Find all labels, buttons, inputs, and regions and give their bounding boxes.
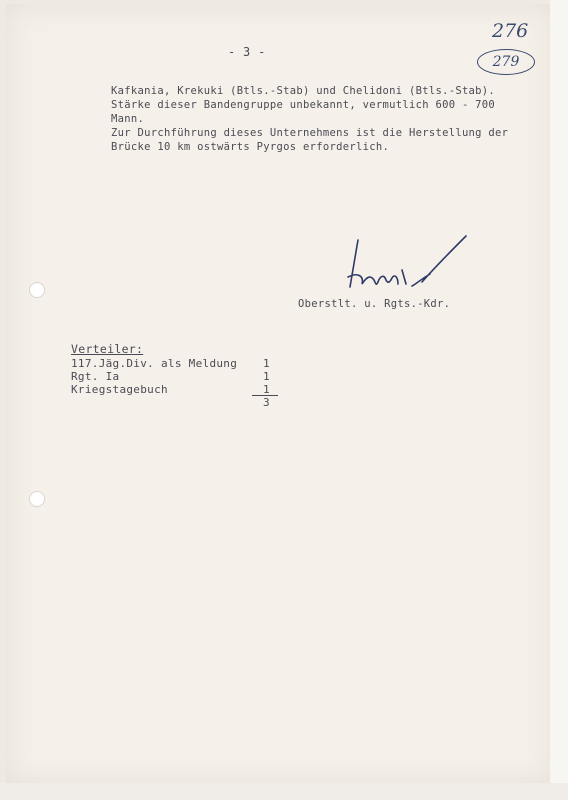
distribution-heading: Verteiler: [71, 342, 144, 356]
body-line-5: Brücke 10 km ostwärts Pyrgos erforderlich. [111, 141, 390, 153]
body-line-2: Stärke dieser Bandengruppe unbekannt, vermutlich 600 - 700 [111, 99, 496, 111]
distribution-row-count: 1 [263, 383, 270, 396]
distribution-row-count: 1 [263, 370, 270, 383]
archive-number-circled: 279 [477, 49, 535, 75]
distribution-row-label: Rgt. Ia [71, 370, 120, 383]
signature-title: Oberstlt. u. Rgts.-Kdr. [298, 298, 451, 310]
distribution-row-label: 117.Jäg.Div. als Meldung [71, 357, 238, 370]
page-bottom-edge [0, 783, 568, 800]
punch-hole-top [30, 283, 44, 297]
body-line-3: Mann. [111, 113, 145, 125]
page-edge [550, 0, 568, 800]
signature [340, 232, 475, 302]
punch-hole-bottom [30, 492, 44, 506]
page-number: - 3 - [228, 45, 266, 59]
body-line-4: Zur Durchführung dieses Unternehmens ist die Herstellung der [111, 127, 509, 139]
distribution-row-count: 1 [263, 357, 270, 370]
distribution-total: 3 [263, 396, 270, 409]
distribution-row-label: Kriegstagebuch [71, 383, 168, 396]
body-line-1: Kafkania, Krekuki (Btls.-Stab) und Chelidoni (Btls.-Stab). [111, 85, 496, 97]
archive-number: 276 [492, 20, 529, 42]
